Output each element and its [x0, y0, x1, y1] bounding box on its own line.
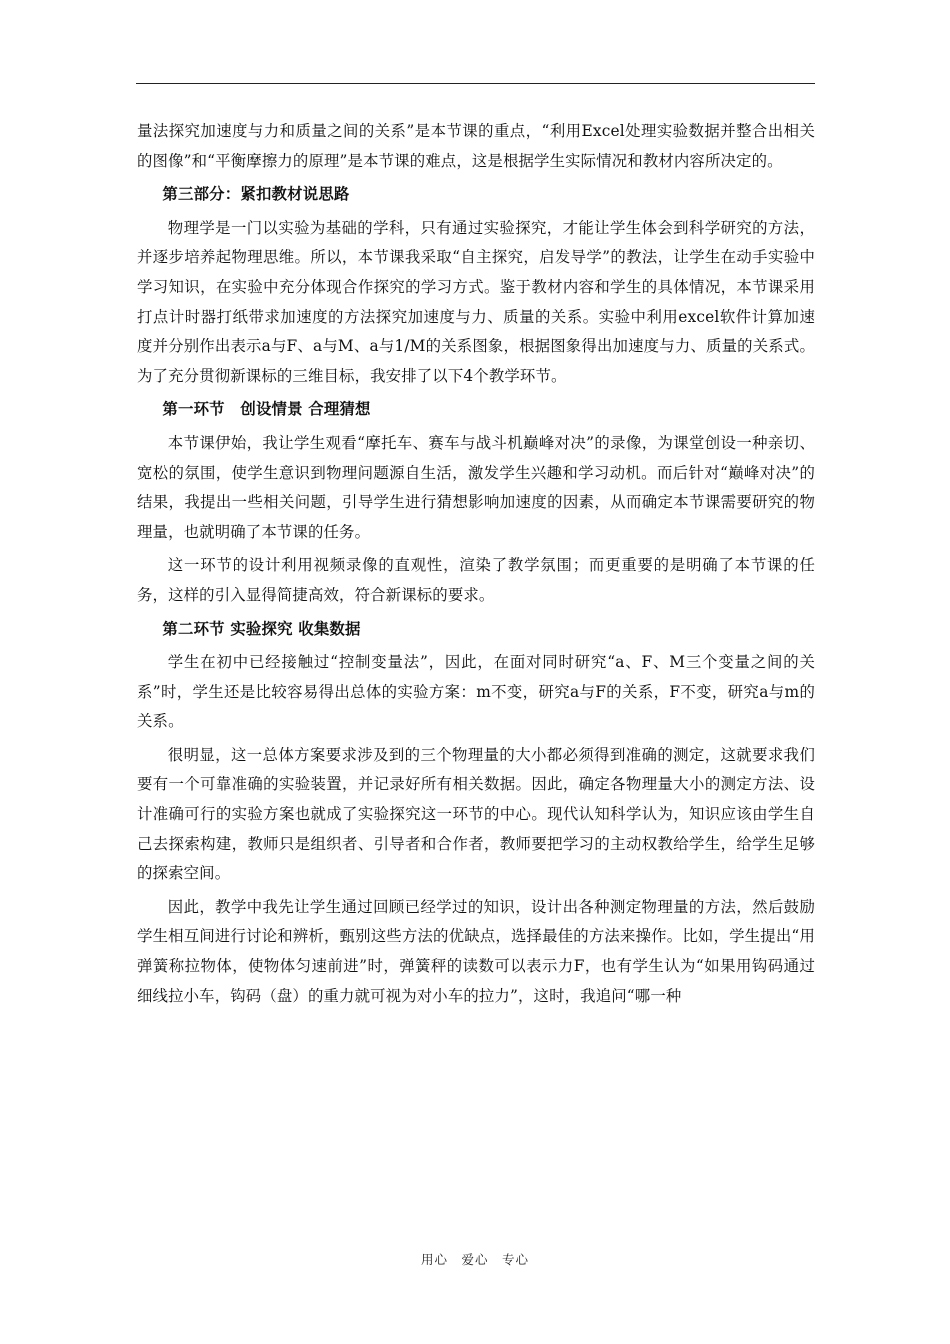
paragraph: 因此，教学中我先让学生通过回顾已经学过的知识，设计出各种测定物理量的方法，然后鼓励学生相互间进行讨论和辨析，甄别这些方法的优缺点，选择最佳的方法来操作。比如，学生提出“用弹簧称拉物体，使物体匀速前进”时，弹簧秤的读数可以表示力F，也有学生认为“如果用钩码通过细线拉小车，钩码（盘）的重力就可视为对小车的拉力”，这时，我追问“哪一种 — [137, 897, 815, 1005]
document-body — [137, 117, 815, 1015]
section-heading: 第三部分：紧扣教材说思路 — [162, 185, 350, 204]
paragraph: 物理学是一门以实验为基础的学科，只有通过实验探究，才能让学生体会到科学研究的方法，并逐步培养起物理思维。所以，本节课我采取“自主探究，启发导学”的教法，让学生在动手实验中学习知识，在实验中充分体现合作探究的学习方式。鉴于教材内容和学生的具体情况，本节课采用打点计时器打纸带求加速度的方法探究加速度与力、质量的关系。实验中利用excel软件计算加速度并分别作出表示a与F、a与M、a与1/M的关系图象，根据图象得出加速度与力、质量的关系式。为了充分贯彻新课标的三维目标，我安排了以下4个教学环节。 — [137, 218, 815, 385]
paragraph: 这一环节的设计利用视频录像的直观性，渲染了教学氛围；而更重要的是明确了本节课的任务，这样的引入显得简捷高效，符合新课标的要求。 — [137, 556, 815, 604]
paragraph: 学生在初中已经接触过“控制变量法”，因此，在面对同时研究“a、F、M三个变量之间的关系”时，学生还是比较容易得出总体的实验方案：m不变，研究a与F的关系，F不变，研究a与m的关系。 — [137, 653, 815, 731]
header-rule — [136, 83, 815, 84]
section-heading: 第一环节 创设情景 合理猜想 — [162, 400, 371, 419]
paragraph: 本节课伊始，我让学生观看“摩托车、赛车与战斗机巅峰对决”的录像，为课堂创设一种亲切、宽松的氛围，使学生意识到物理问题源自生活，激发学生兴趣和学习动机。而后针对“巅峰对决”的结果，我提出一些相关问题，引导学生进行猜想影响加速度的因素，从而确定本节课需要研究的物理量，也就明确了本节课的任务。 — [137, 433, 815, 541]
paragraph: 很明显，这一总体方案要求涉及到的三个物理量的大小都必须得到准确的测定，这就要求我们要有一个可靠准确的实验装置，并记录好所有相关数据。因此，确定各物理量大小的测定方法、设计准确可行的实验方案也就成了实验探究这一环节的中心。现代认知科学认为，知识应该由学生自己去探索构建，教师只是组织者、引导者和合作者，教师要把学习的主动权教给学生，给学生足够的探索空间。 — [137, 745, 815, 883]
paragraph: 量法探究加速度与力和质量之间的关系”是本节课的重点，“利用Excel处理实验数据并整合出相关的图像”和“平衡摩擦力的原理”是本节课的难点，这是根据学生实际情况和教材内容所决定的。 — [137, 122, 815, 170]
section-heading: 第二环节 实验探究 收集数据 — [162, 619, 361, 638]
page-footer: 用心 爱心 专心 — [420, 1252, 529, 1267]
